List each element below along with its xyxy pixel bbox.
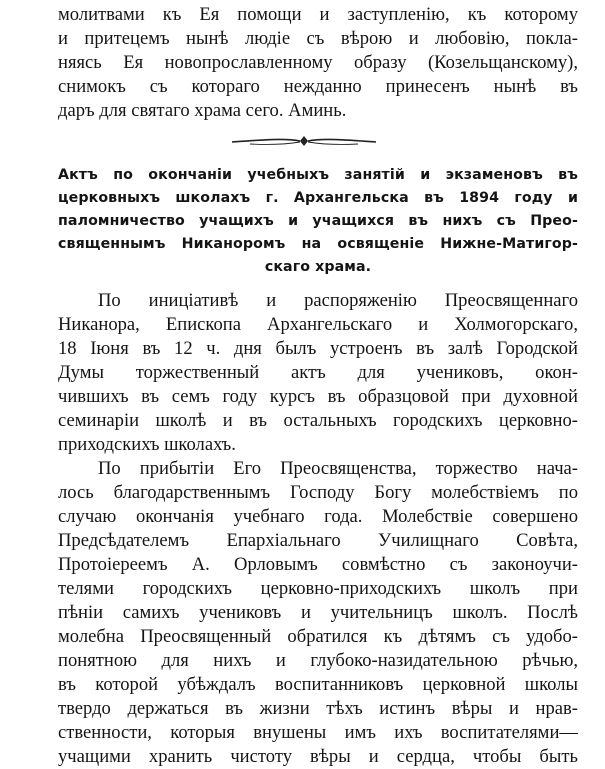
- text-line: семинаріи школѣ и въ остальныхъ городскихъ церковно-: [58, 410, 578, 431]
- text-line: Никанора, Епископа Архангельскаго и Холмогорскаго,: [58, 314, 578, 335]
- section-divider-ornament: [230, 133, 378, 149]
- text-line: чившихъ въ семъ году курсъ въ образцовой при духовной: [58, 386, 578, 407]
- text-line: понятною для нихъ и глубоко-назидательною рѣчью,: [58, 650, 578, 671]
- text-line: учащими хранить чистоту вѣры и сердца, чтобы быть: [58, 746, 578, 767]
- text-line: Протоіереемъ А. Орловымъ совмѣстно съ законоучи-: [58, 554, 578, 575]
- section-heading-line: священнымъ Никаноромъ на освященіе Нижне-Матигор-: [58, 236, 578, 252]
- section-heading-line: церковныхъ школахъ г. Архангельска въ 1894 году и: [58, 190, 578, 206]
- text-line: Думы торжественный актъ для учениковъ, окон-: [58, 362, 578, 383]
- text-line: даръ для святаго храма сего. Аминь.: [58, 100, 347, 121]
- text-line: молебна Преосвященный обратился къ дѣтямъ съ удобо-: [58, 626, 578, 647]
- text-line: лось благодарственнымъ Господу Богу молебствіемъ по: [58, 482, 578, 503]
- section-heading-line: паломничество учащихъ и учащихся въ нихъ съ Прео-: [58, 213, 578, 229]
- text-line: пѣніи самихъ учениковъ и учительницъ школъ. Послѣ: [58, 602, 578, 623]
- text-line: случаю окончанія учебнаго года. Молебствіе совершено: [58, 506, 578, 527]
- text-line: ственности, которыя внушены имъ ихъ воспитателями—: [58, 722, 578, 743]
- text-line: твердо держаться въ жизни тѣхъ истинъ вѣры и нрав-: [58, 698, 578, 719]
- text-line: въ которой убѣждалъ воспитанниковъ церковной школы: [58, 674, 578, 695]
- text-line: телями городскихъ церковно-приходскихъ школъ при: [58, 578, 578, 599]
- section-heading-line: Актъ по окончаніи учебныхъ занятій и экзаменовъ въ: [58, 167, 578, 183]
- text-line: По иниціативѣ и распоряженію Преосвященнаго: [98, 290, 578, 311]
- text-line: По прибытіи Его Преосвященства, торжество нача-: [98, 458, 578, 479]
- text-line: снимокъ съ котораго нежданно принесенъ нынѣ въ: [58, 76, 578, 97]
- text-line: молитвами къ Ея помощи и заступленію, къ которому: [58, 4, 578, 25]
- text-line: 18 Іюня въ 12 ч. дня былъ устроенъ въ залѣ Городской: [58, 338, 578, 359]
- text-line: Предсѣдателемъ Епархіальнаго Училищнаго Совѣта,: [58, 530, 578, 551]
- text-line: и притецемъ нынѣ людіе съ вѣрою и любовію, покла-: [58, 28, 578, 49]
- text-line: приходскихъ школахъ.: [58, 434, 236, 455]
- text-line: няясь Ея новопрославленному образу (Козельщанскому),: [58, 52, 578, 73]
- section-heading-line: скаго храма.: [264, 259, 372, 275]
